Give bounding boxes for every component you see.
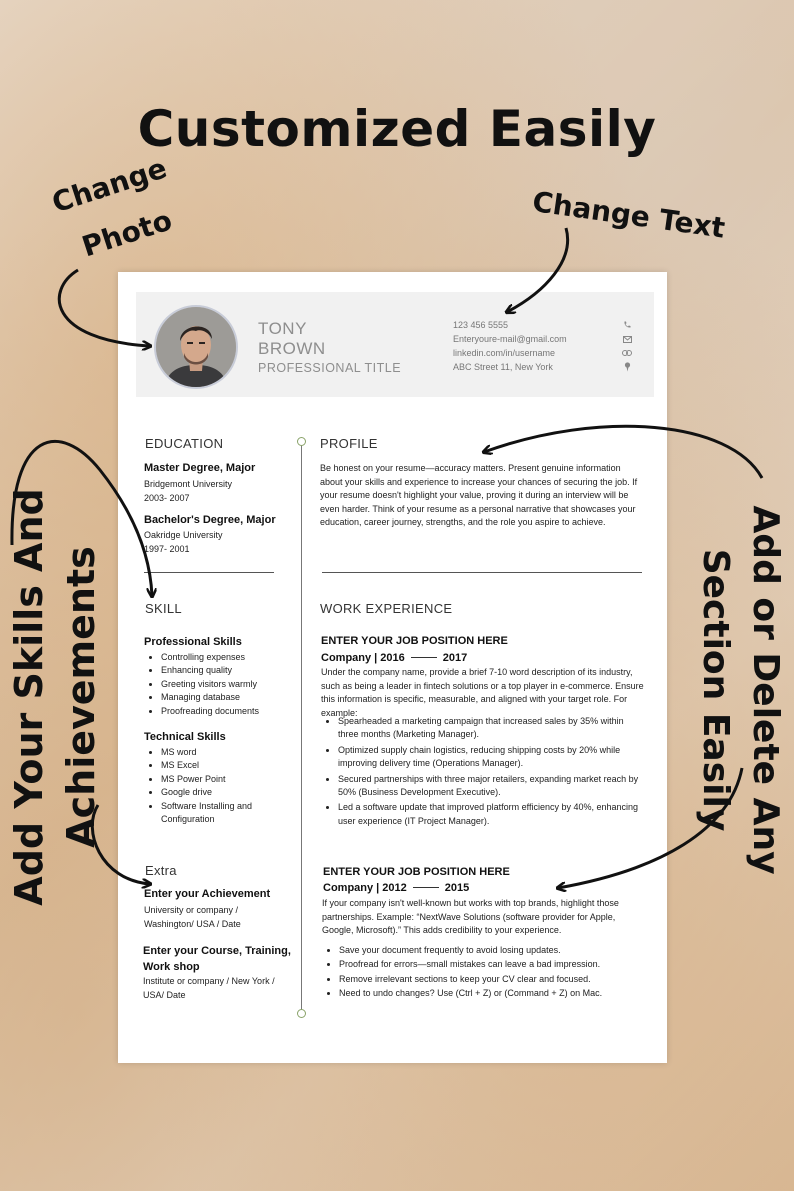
degree-1[interactable]: Master Degree, Major: [144, 462, 256, 474]
job2-company-line: [323, 882, 469, 894]
skills-annotation-line2: Achievements: [59, 546, 103, 848]
list-item[interactable]: • Greeting visitors warmly: [161, 678, 301, 691]
profile-title: PROFILE: [320, 436, 378, 451]
job2-bullets: [322, 944, 659, 1001]
contact-address[interactable]: ABC Street 11, New York: [453, 362, 553, 372]
timeline-dot-bottom: [297, 1009, 306, 1018]
job1-end-year[interactable]: 2017: [442, 652, 468, 664]
job2-company[interactable]: Company | 2012: [323, 882, 407, 894]
contact-block: [453, 318, 567, 374]
list-item[interactable]: • Managing database: [161, 691, 301, 704]
job1-company[interactable]: Company | 2016: [321, 652, 405, 664]
list-item[interactable]: • Google drive: [161, 786, 281, 799]
school-1[interactable]: Bridgemont University: [144, 479, 233, 489]
technical-skills-list: [144, 746, 281, 826]
headline: Customized Easily: [137, 100, 657, 158]
job2-end-year[interactable]: 2015: [444, 882, 470, 894]
list-item[interactable]: • Proofreading documents: [161, 705, 301, 718]
list-item[interactable]: • Need to undo changes? Use (Ctrl + Z) or (Command + Z) on Mac.: [339, 987, 659, 1000]
school-2[interactable]: Oakridge University: [144, 530, 223, 540]
job1-position[interactable]: ENTER YOUR JOB POSITION HERE: [321, 635, 508, 647]
name-block: [258, 319, 401, 377]
change-photo-label-2: Photo: [78, 203, 176, 264]
list-item[interactable]: • Proofread for errors—small mistakes can leave a bad impression.: [339, 958, 659, 971]
profile-rule: [322, 572, 642, 573]
change-photo-label: Change: [48, 151, 171, 220]
job1-bullets: [321, 715, 646, 828]
list-item[interactable]: • Spearheaded a marketing campaign that increased sales by 35% within three months (Marketing Manager).: [338, 715, 646, 742]
list-item[interactable]: • Secured partnerships with three major retailers, expanding market reach by 50% (Business Development Executive).: [338, 773, 646, 800]
technical-skills-heading[interactable]: Technical Skills: [144, 731, 226, 743]
link-icon: [620, 346, 634, 360]
first-name[interactable]: TONY: [258, 319, 307, 338]
job2-description[interactable]: If your company isn't well-known but works with top brands, highlight those partnerships. Example: “NextWave Solutions (software provider for Apple, Google, Microsoft).” This adds credibility to your experience.: [322, 898, 619, 935]
degree-2[interactable]: Bachelor's Degree, Major: [144, 514, 276, 526]
work-title: WORK EXPERIENCE: [320, 601, 453, 616]
list-item[interactable]: • Software Installing and Configuration: [161, 800, 281, 827]
contact-phone[interactable]: 123 456 5555: [453, 320, 509, 330]
contact-icons: [620, 318, 634, 374]
date-dash: [413, 887, 439, 888]
course-heading[interactable]: Enter your Course, Training, Work shop: [143, 945, 291, 973]
profile-text[interactable]: Be honest on your resume—accuracy matters. Present genuine information about your skills and experience to increase your chances of securing the job. If your resume doesn't highlight your value, proving it during an interview will be even harder. Think of your resume as a personal narrative that showcases your education, career journey, strengths, and the role you aspire to achieve.: [320, 463, 638, 527]
contact-linkedin[interactable]: linkedin.com/in/username: [453, 348, 556, 358]
achievement-detail[interactable]: University or company / Washington/ USA / Date: [144, 905, 241, 929]
years-1[interactable]: 2003- 2007: [144, 493, 190, 503]
skills-annotation-line1: Add Your Skills And: [7, 488, 51, 906]
phone-icon: [620, 318, 634, 332]
sections-annotation-line2: Section Easily: [695, 548, 736, 832]
list-item[interactable]: • MS Excel: [161, 759, 281, 772]
job2-position[interactable]: ENTER YOUR JOB POSITION HERE: [323, 866, 510, 878]
change-text-label: Change Text: [530, 185, 728, 245]
mail-icon: [620, 332, 634, 346]
list-item[interactable]: • Optimized supply chain logistics, reducing shipping costs by 20% while improving delivery time (Operations Manager).: [338, 744, 646, 771]
resume-page: [118, 272, 667, 1063]
list-item[interactable]: • Remove irrelevant sections to keep your CV clear and focused.: [339, 973, 659, 986]
column-divider: [301, 442, 302, 1014]
job1-description[interactable]: Under the company name, provide a brief 7-10 word description of its industry, such as being a leader in fintech solutions or a top player in e-commerce. Ensure this information is specific, measurable, and aligned with your target role. For example:: [321, 667, 644, 718]
list-item[interactable]: • Enhancing quality: [161, 664, 301, 677]
skills-annotation: [3, 467, 107, 927]
resume-header: [136, 292, 654, 397]
professional-title[interactable]: PROFESSIONAL TITLE: [258, 361, 402, 375]
sections-annotation-line1: Add or Delete Any: [745, 505, 786, 875]
skill-title: SKILL: [145, 601, 182, 616]
education-rule: [144, 572, 274, 573]
years-2[interactable]: 1997- 2001: [144, 544, 190, 554]
course-detail[interactable]: Institute or company / New York / USA/ Date: [143, 976, 275, 1000]
location-pin-icon: [620, 360, 634, 374]
list-item[interactable]: • MS word: [161, 746, 281, 759]
list-item[interactable]: • Led a software update that improved platform efficiency by 40%, enhancing user experience (IT Project Manager).: [338, 801, 646, 828]
profile-photo[interactable]: [154, 305, 238, 389]
portrait-image-icon: [156, 307, 236, 387]
last-name[interactable]: BROWN: [258, 339, 326, 358]
timeline-dot-top: [297, 437, 306, 446]
list-item[interactable]: • MS Power Point: [161, 773, 281, 786]
achievement-heading[interactable]: Enter your Achievement: [144, 888, 271, 900]
date-dash: [411, 657, 437, 658]
sections-annotation: [690, 460, 790, 920]
education-title: EDUCATION: [145, 436, 224, 451]
extra-title: Extra: [145, 863, 177, 878]
professional-skills-list: [144, 651, 301, 718]
job1-company-line: [321, 652, 467, 664]
professional-skills-heading[interactable]: Professional Skills: [144, 636, 242, 648]
list-item[interactable]: • Controlling expenses: [161, 651, 301, 664]
contact-email[interactable]: Enteryoure-mail@gmail.com: [453, 334, 567, 344]
list-item[interactable]: • Save your document frequently to avoid losing updates.: [339, 944, 659, 957]
